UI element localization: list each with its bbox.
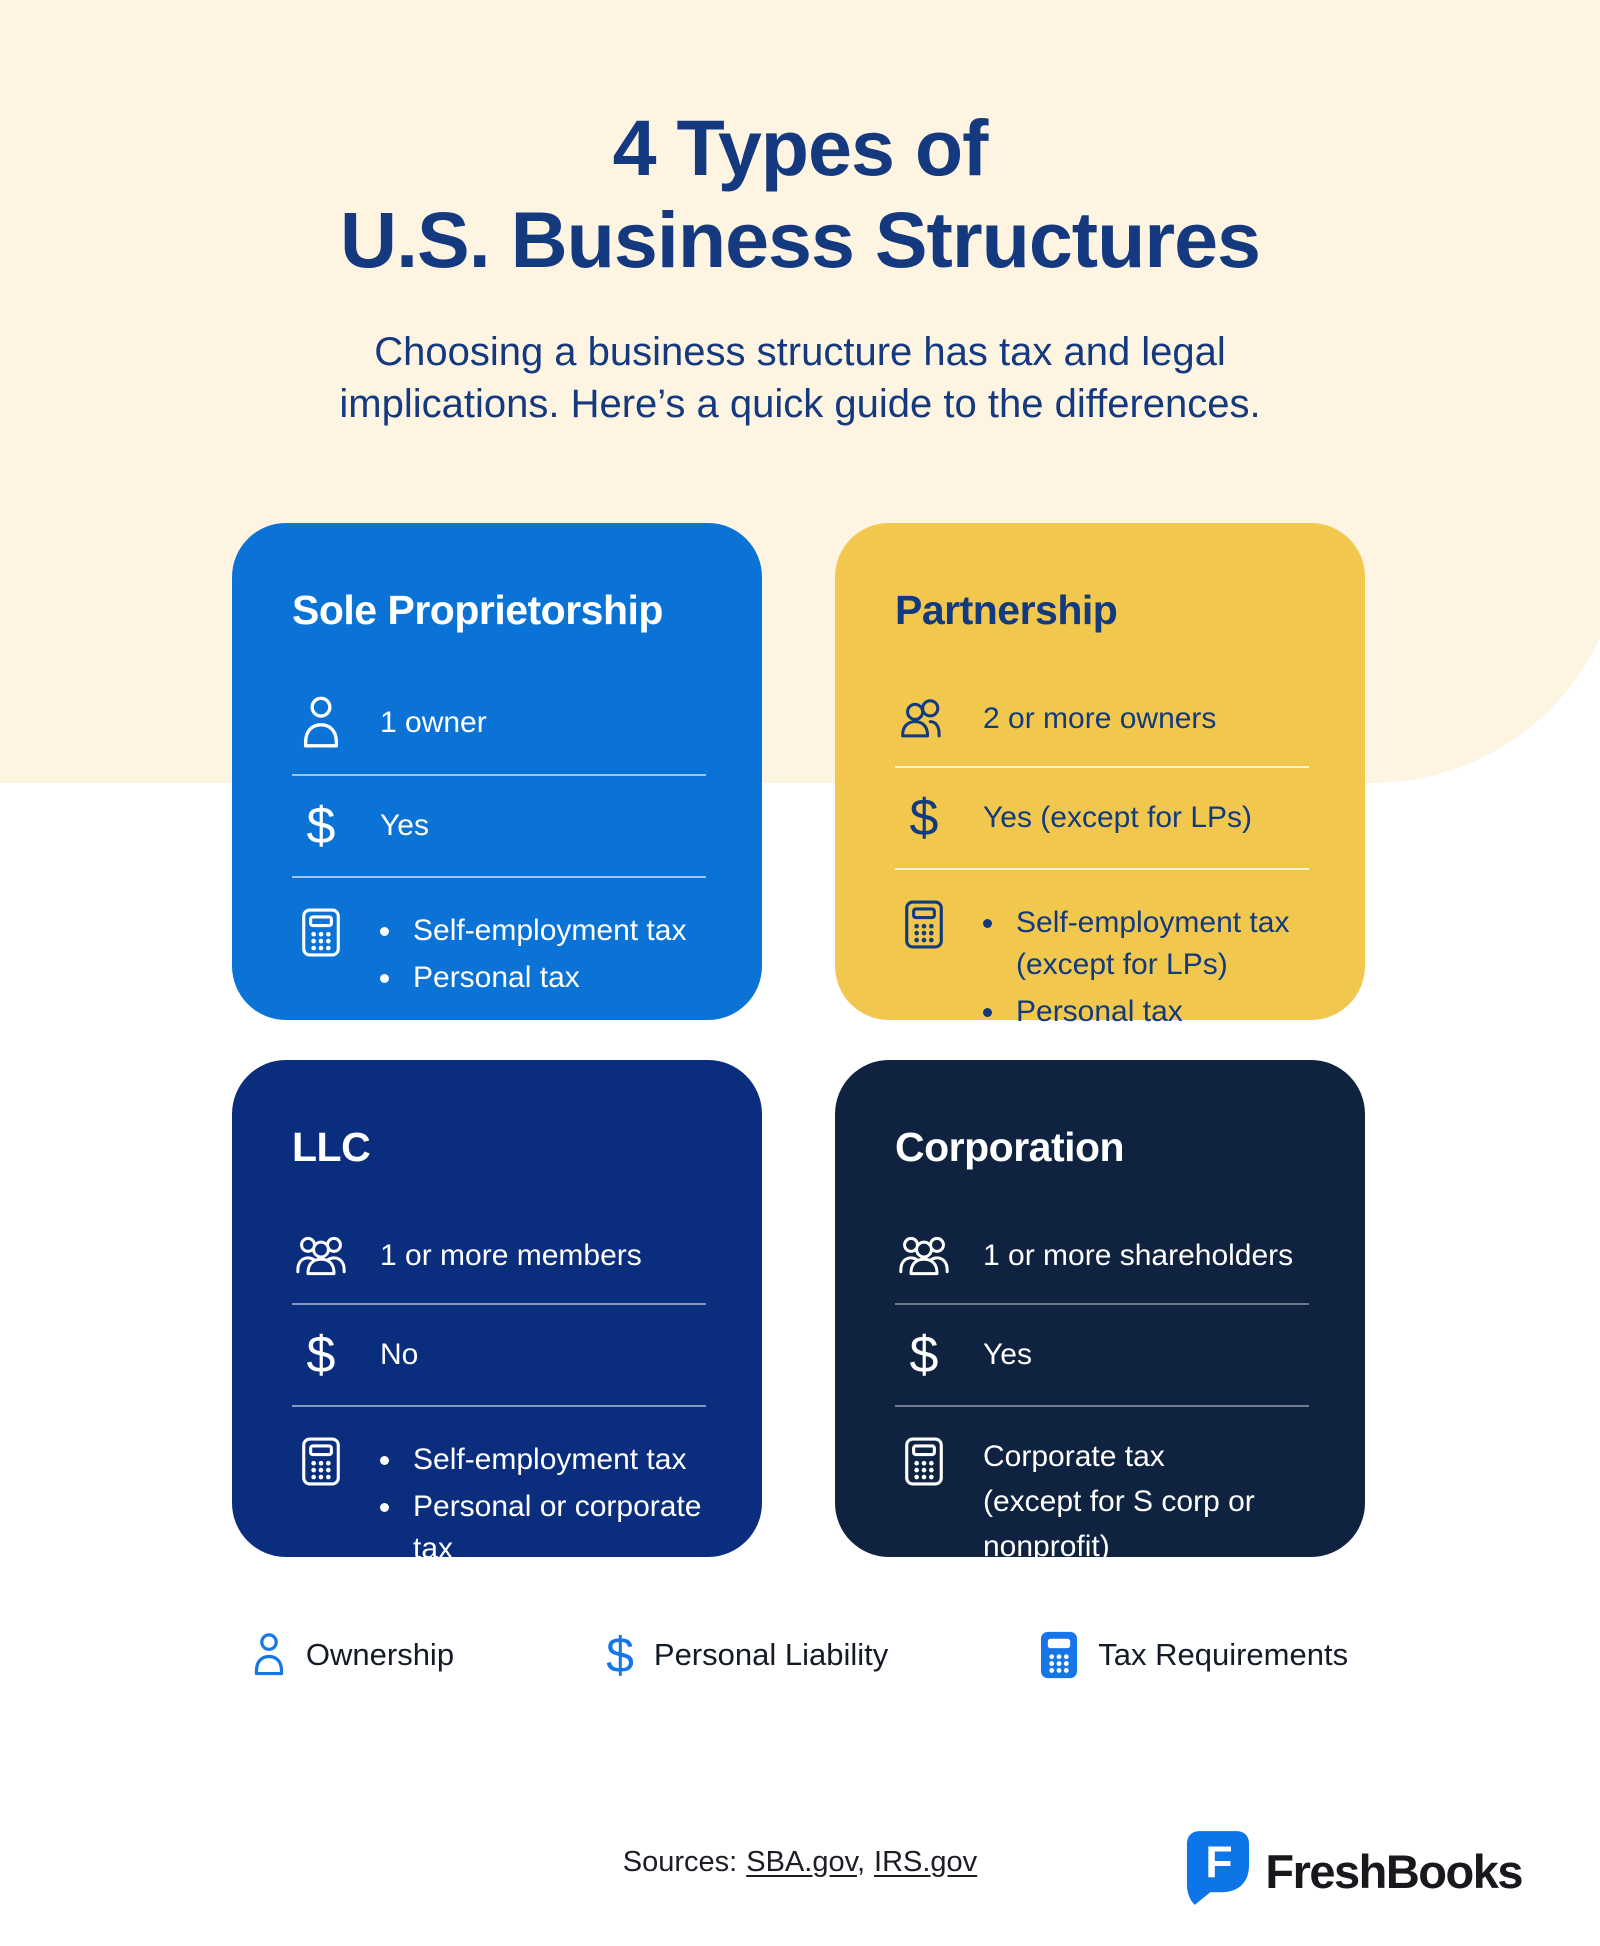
dollar-icon: $ [606,1627,634,1683]
page-title-line1: 4 Types of [612,103,988,192]
ownership-row [895,672,1309,766]
liability-row [292,1303,706,1405]
card-title: Partnership [895,587,1118,633]
dollar-icon: $ [306,797,336,855]
card-partnership [835,523,1365,1028]
freshbooks-wordmark: FreshBooks [1265,1845,1522,1898]
page-title [0,102,1600,287]
tax-item: • Personal tax [404,957,686,999]
liability-value: No [380,1337,419,1371]
tax-row [292,876,706,1028]
three-people-icon [895,1233,953,1279]
person-icon [292,696,350,750]
tax-list [983,897,1309,1038]
person-icon [252,1633,286,1677]
tax-list [380,1434,706,1575]
card-corporation [835,1060,1365,1563]
page-subtitle-line2: implications. Here’s a quick guide to the differences. [339,382,1261,426]
tax-row [292,1405,706,1599]
card-title: LLC [292,1124,371,1170]
liability-value: Yes (except for LPs) [983,800,1253,834]
tax-line: (except for S corp or nonprofit) [983,1485,1255,1563]
tax-row [895,868,1309,1062]
sba-link[interactable]: SBA.gov [746,1846,857,1878]
tax-text [983,1434,1309,1569]
ownership-value: 1 or more shareholders [983,1238,1294,1272]
page-subtitle [270,326,1330,430]
legend-item-tax [1040,1631,1348,1679]
card-llc [232,1060,762,1565]
legend-label: Ownership [305,1637,455,1672]
two-people-icon [895,696,953,742]
ownership-row [292,672,706,774]
legend-label: Tax Requirements [1098,1637,1349,1672]
page-subtitle-line1: Choosing a business structure has tax and legal [374,330,1226,374]
tax-line: Corporate tax [983,1440,1165,1473]
freshbooks-logo-icon [1186,1830,1250,1913]
liability-row [292,774,706,876]
dollar-icon: $ [306,1326,336,1384]
calculator-icon [895,1437,953,1486]
legend-item-liability [606,1627,889,1683]
card-sole-proprietorship [232,523,762,1020]
three-people-icon [292,1233,350,1279]
liability-value: Yes [983,1337,1032,1371]
ownership-row [292,1209,706,1303]
irs-link[interactable]: IRS.gov [874,1846,978,1878]
ownership-value: 1 or more members [380,1238,642,1272]
tax-item: • Self-employment tax (except for LPs) [1007,902,1309,986]
ownership-value: 2 or more owners [983,701,1217,735]
liability-value: Yes [380,808,429,842]
sources-prefix: Sources: [622,1846,738,1878]
tax-row [895,1405,1309,1593]
dollar-icon: $ [909,789,939,847]
legend-item-ownership [252,1633,454,1677]
tax-item: • Self-employment tax [404,910,686,952]
tax-item: • Personal tax [1007,991,1309,1033]
dollar-icon: $ [909,1326,939,1384]
tax-list [380,905,686,1004]
business-structure-cards [232,523,1365,1565]
calculator-icon [895,900,953,949]
brand-initial: F [1205,1838,1233,1888]
tax-item: • Personal or corporate tax [404,1486,706,1570]
ownership-row [895,1209,1309,1303]
calculator-icon [1040,1631,1078,1679]
liability-row [895,1303,1309,1405]
liability-row [895,766,1309,868]
card-title: Corporation [895,1124,1125,1170]
legend-label: Personal Liability [653,1637,889,1672]
calculator-icon [292,908,350,957]
ownership-value: 1 owner [380,705,487,739]
sources-comma: , [856,1846,866,1878]
tax-item: • Self-employment tax [404,1439,706,1481]
freshbooks-logo [1186,1830,1522,1913]
legend [0,1627,1600,1683]
calculator-icon [292,1437,350,1486]
card-title: Sole Proprietorship [292,587,663,633]
page-title-line2: U.S. Business Structures [340,195,1260,285]
